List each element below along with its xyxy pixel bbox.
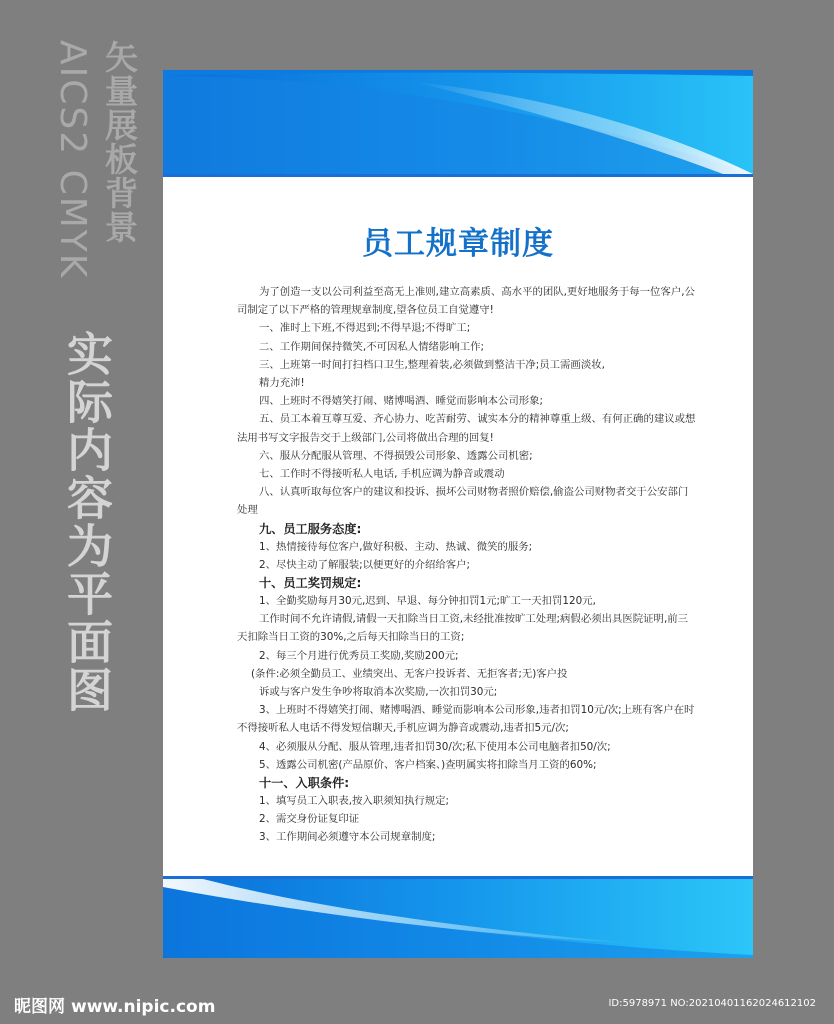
actual-content-note: 实际内容为平面图 [60,330,114,714]
rule-line: 1、全勤奖励每月30元,迟到、早退、每分钟扣罚1元;旷工一天扣罚120元, [259,595,596,608]
rule-line: 1、填写员工入职表,按入职须知执行规定; [259,795,450,808]
rule-line: 八、认真听取每位客户的建议和投诉、损坏公司财物者照价赔偿,偷盗公司财物者交于公安部门处理 [237,486,689,517]
rule-line: 2、需交身份证复印证 [259,813,360,826]
rule-line: 二、工作期间保持微笑,不可因私人情绪影响工作; [259,340,485,353]
rule-line: 精力充沛! [259,377,305,390]
rule-line: 一、准时上下班,不得迟到;不得早退;不得旷工; [259,322,471,335]
side-watermark [52,40,139,280]
rule-line: 诉或与客户发生争吵将取消本次奖励,一次扣罚30元; [259,686,498,699]
rule-line: 工作时间不允许请假,请假一天扣除当日工资,未经批准按旷工处理;病假必须出具医院证明,前三天扣除当日工资的30%,之后每天扣除当日的工资; [237,613,689,644]
rule-line: 2、尽快主动了解服装;以便更好的介绍给客户; [259,558,471,571]
page-title: 员工规章制度 [362,226,554,262]
site-url: www.nipic.com [71,997,216,1017]
rule-line: 3、上班时不得嬉笑打闹、赌博喝酒、睡觉而影响本公司形象,违者扣罚10元/次;上班有客户在时不得接听私人电话不得发短信聊天,手机应调为静音或震动,违者扣5元/次; [237,704,695,735]
site-logo [14,992,215,1017]
rule-line: 七、工作时不得接听私人电话, 手机应调为静音或震动 [259,468,505,481]
section-heading: 十一、入职条件: [259,776,350,791]
footer-wave-decoration [163,879,753,958]
rule-line: 2、每三个月进行优秀员工奖励,奖励200元; [259,649,459,662]
logo-text: 昵图网 [14,997,65,1017]
rule-line: 六、服从分配服从管理、不得损毁公司形象、透露公司机密; [259,449,533,462]
rule-line: 五、员工本着互尊互爱、齐心协力、吃苦耐劳、诚实本分的精神尊重上级、有何正确的建议或想法用书写文字报告交于上级部门,公司将做出合理的回复! [237,413,696,444]
rule-line: 3、工作期间必须遵守本公司规章制度; [259,831,436,844]
section-heading: 九、员工服务态度: [259,521,362,536]
rule-line: 1、热情接待每位客户,做好积极、主动、热诚、微笑的服务; [259,540,533,553]
rules-content [237,283,697,847]
image-id-text: ID:5978971 NO:20210401162024612102 [608,998,816,1009]
header-divider [163,174,753,177]
header-wave-decoration [163,70,753,174]
rule-line: 5、透露公司机密(产品原价、客户档案、)查明属实将扣除当月工资的60%; [259,758,597,771]
rule-line: 为了创造一支以公司利益至高无上准则,建立高素质、高水平的团队,更好地服务于每一位客户,公司制定了以下严格的管理规章制度,望各位员工自觉遵守! [237,286,695,317]
rule-line: 四、上班时不得嬉笑打闹、赌博喝酒、睡觉而影响本公司形象; [259,395,544,408]
rule-line: 三、上班第一时间打扫档口卫生,整理着装,必须做到整洁干净;员工需画淡妆, [259,358,605,371]
format-label: AICS2 CMYK [52,40,93,280]
rule-line: (条件:必须全勤员工、业绩突出、无客户投诉者、无拒客者;无)客户投 [251,667,568,680]
poster-board [163,70,753,958]
rule-line: 4、必须服从分配、服从管理,违者扣罚30/次;私下使用本公司电脑者扣50/次; [259,740,611,753]
section-heading: 十、员工奖罚规定: [259,576,362,591]
vector-board-label: 矢量展板背景 [100,40,139,244]
